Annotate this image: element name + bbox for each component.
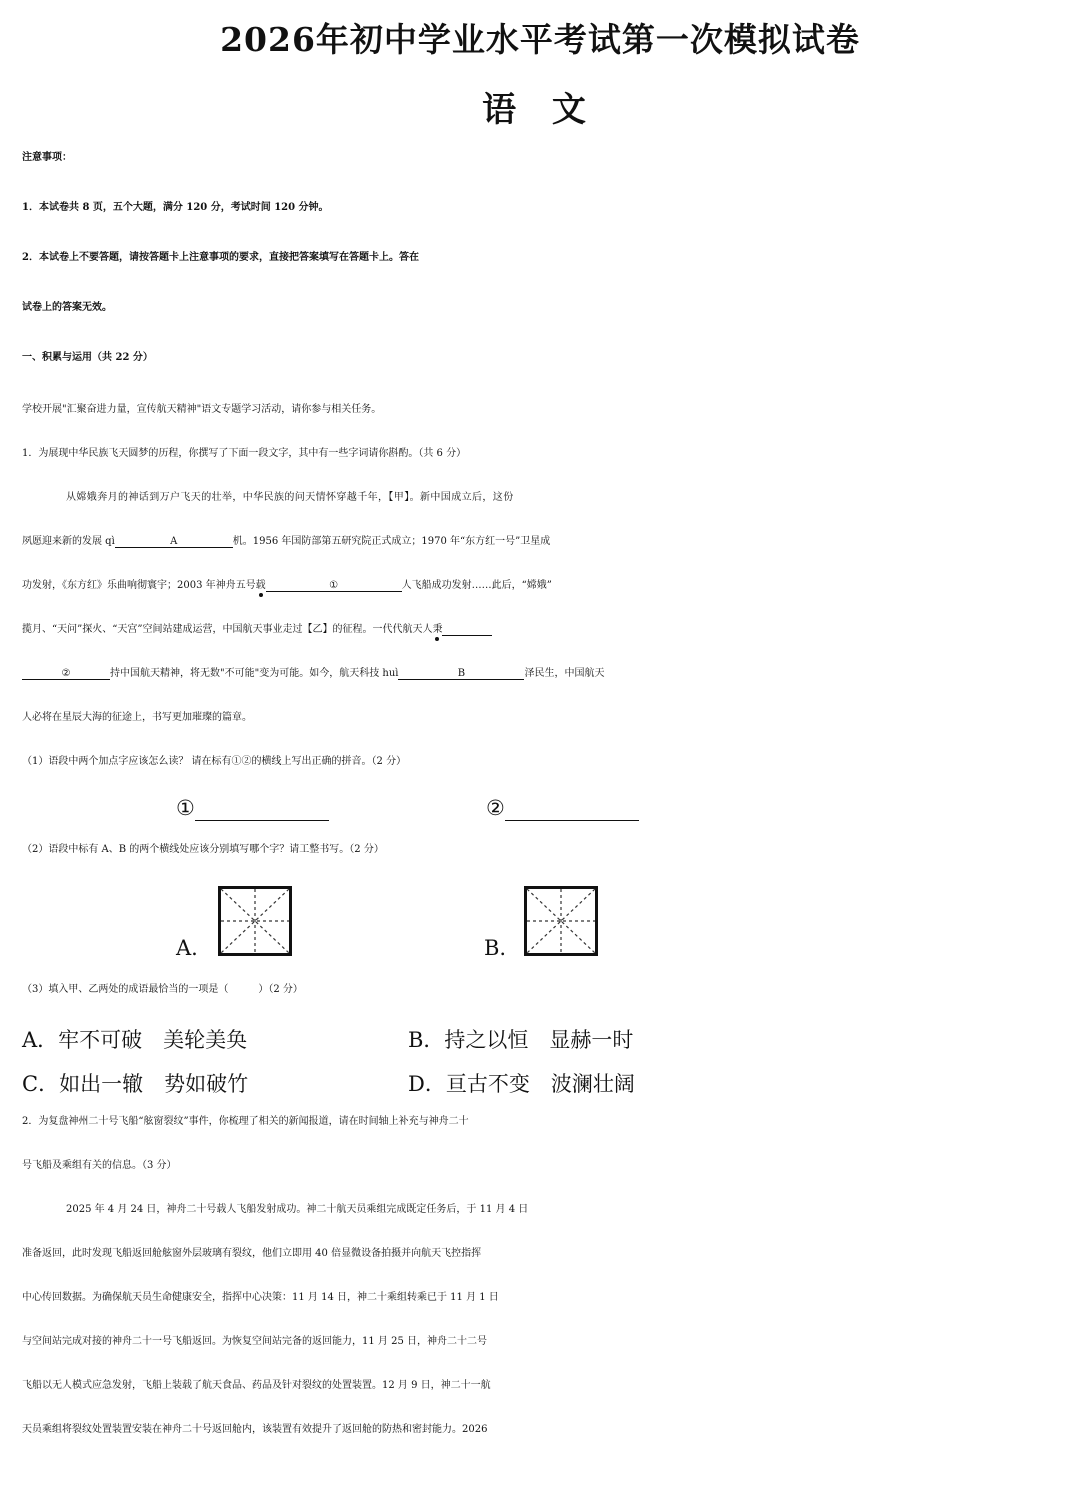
blank-b: B	[398, 668, 524, 680]
news-line-6: 天员乘组将裂纹处置装置安装在神舟二十号返回舱内，该装置有效提升了返回舱的防热和密封能力。2026	[22, 1424, 488, 1435]
passage-text: 泽民生，中国航天	[524, 668, 605, 679]
news-line-3: 中心传回数据。为确保航天员生命健康安全，指挥中心决策：11 月 14 日，神二十乘组转乘已于 11 月 1 日	[22, 1292, 499, 1303]
blank-a: A	[115, 536, 233, 548]
question-2-stem-line-1: 2．为复盘神州二十号飞船“舷窗裂纹”事件，你梳理了相关的新闻报道，请在时间轴上补充与神舟二十	[22, 1116, 469, 1127]
writing-grid-b[interactable]	[524, 886, 598, 956]
passage-line-2	[22, 532, 1062, 548]
grid-a-guides	[221, 889, 289, 953]
passage-text: 夙愿迎来新的发展 qì	[22, 536, 115, 547]
news-line-5: 飞船以无人模式应急发射，飞船上装载了航天食品、药品及针对裂纹的处置装置。12 月 9 日，神二十一航	[22, 1380, 491, 1391]
blank-2-start	[442, 624, 492, 636]
option-a[interactable]: A．牢不可破 美轮美奂	[22, 1028, 248, 1052]
passage-text: 人飞船成功发射……此后，“嫦娥”	[401, 580, 552, 591]
dotted-character-bing: 秉	[432, 624, 443, 635]
passage-line-4	[22, 620, 1062, 636]
sub-question-2: （2）语段中标有 A、B 的两个横线处应该分别填写哪个字？请工整书写。（2 分）	[22, 844, 384, 855]
passage-line-6: 人必将在星辰大海的征途上，书写更加璀璨的篇章。	[22, 712, 252, 723]
question-2-stem-line-2: 号飞船及乘组有关的信息。（3 分）	[22, 1160, 177, 1171]
notice-item-2-line-2: 试卷上的答案无效。	[22, 302, 112, 313]
blank-2: ②	[22, 668, 110, 680]
passage-text: 揽月、“天问”探火、“天宫”空间站建成运营，中国航天事业走过【乙】的征程。一代代航天人	[22, 624, 433, 635]
passage-text: 持中国航天精神，将无数"不可能"变为可能。如今，航天科技 huì	[110, 668, 399, 679]
grid-b-label: B.	[484, 936, 507, 960]
dotted-character-zai: 载	[255, 580, 266, 591]
answer-1-line[interactable]	[195, 797, 329, 821]
option-b[interactable]: B．持之以恒 显赫一时	[408, 1028, 634, 1052]
subject-title: 语 文	[482, 90, 598, 130]
section-1-intro: 学校开展"汇聚奋进力量，宣传航天精神"语文专题学习活动，请你参与相关任务。	[22, 404, 382, 415]
answer-1-label: ①	[176, 796, 195, 820]
news-line-4: 与空间站完成对接的神舟二十一号飞船返回。为恢复空间站完备的返回能力，11 月 25 日，神舟二十二号	[22, 1336, 487, 1347]
question-1-stem: 1．为展现中华民族飞天圆梦的历程，你撰写了下面一段文字，其中有一些字词请你斟酌。（共 6 分）	[22, 448, 467, 459]
option-d[interactable]: D．亘古不变 波澜壮阔	[408, 1072, 635, 1096]
news-line-2: 准备返回，此时发现飞船返回舱舷窗外层玻璃有裂纹，他们立即用 40 倍显微设备拍摄并向航天飞控指挥	[22, 1248, 482, 1259]
passage-line-5	[22, 664, 1062, 680]
exam-title: 2026年初中学业水平考试第一次模拟试卷	[220, 20, 860, 59]
answer-1-row	[176, 796, 329, 821]
answer-2-label: ②	[486, 796, 505, 820]
blank-1: ①	[266, 580, 402, 592]
answer-2-line[interactable]	[505, 797, 639, 821]
notice-item-2-line-1: 2．本试卷上不要答题，请按答题卡上注意事项的要求，直接把答案填写在答题卡上。答在	[22, 252, 419, 263]
news-line-1: 2025 年 4 月 24 日，神舟二十号载人飞船发射成功。神二十航天员乘组完成既定任务后，于 11 月 4 日	[66, 1204, 529, 1215]
answer-2-row	[486, 796, 639, 821]
writing-grid-a[interactable]	[218, 886, 292, 956]
passage-line-1: 从嫦娥奔月的神话到万户飞天的壮举，中华民族的问天情怀穿越千年，【甲】。新中国成立后，这份	[66, 492, 514, 503]
notice-heading: 注意事项：	[22, 152, 72, 163]
passage-text: 功发射，《东方红》乐曲响彻寰宇；2003 年神舟五号	[22, 580, 256, 591]
section-1-heading: 一、积累与运用（共 22 分）	[22, 352, 153, 363]
passage-text: 机。1956 年国防部第五研究院正式成立；1970 年“东方红一号”卫星成	[232, 536, 551, 547]
notice-item-1: 1．本试卷共 8 页，五个大题，满分 120 分，考试时间 120 分钟。	[22, 202, 329, 213]
grid-a-label: A.	[176, 936, 198, 960]
option-c[interactable]: C．如出一辙 势如破竹	[22, 1072, 249, 1096]
grid-b-guides	[527, 889, 595, 953]
sub-question-1: （1）语段中两个加点字应该怎么读？ 请在标有①②的横线上写出正确的拼音。（2 分）	[22, 756, 407, 767]
passage-line-3	[22, 576, 1062, 592]
sub-question-3: （3）填入甲、乙两处的成语最恰当的一项是（ ）（2 分）	[22, 984, 303, 995]
